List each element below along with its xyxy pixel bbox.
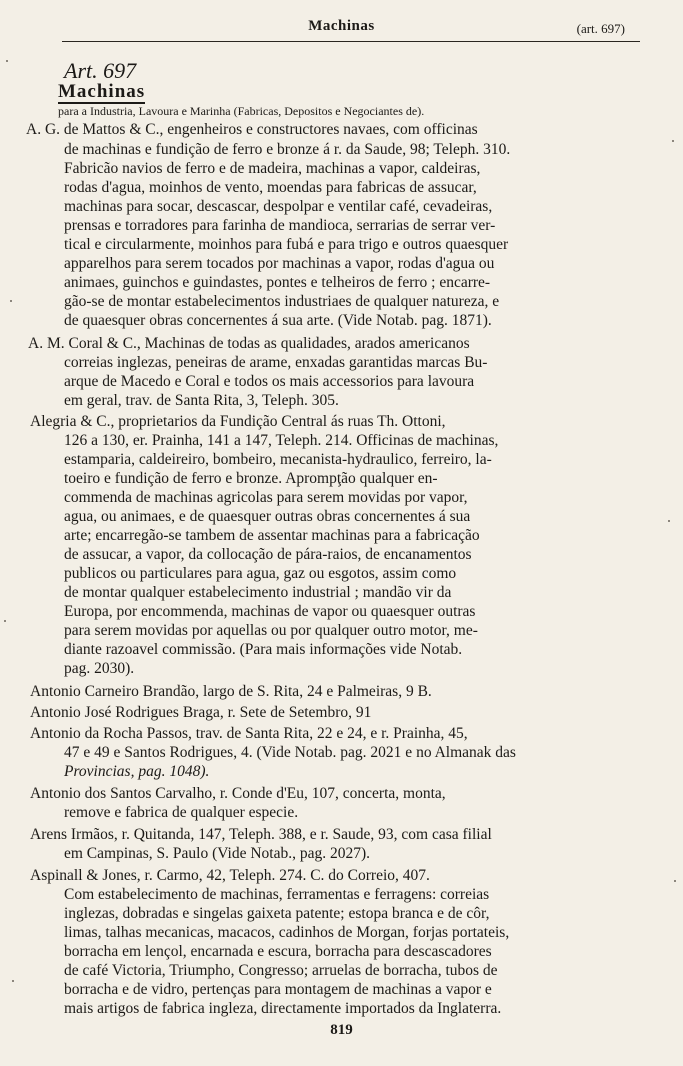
entry-line: Fabricão navios de ferro e de madeira, machinas a vapor, caldeiras,: [64, 160, 481, 177]
entry-line: Europa, por encommenda, machinas de vapor ou quaesquer outras: [64, 603, 476, 620]
entry-line: Alegria & C., proprietarios da Fundição Central ás ruas Th. Ottoni,: [30, 413, 446, 430]
entry-line: remove e fabrica de qualquer especie.: [64, 804, 299, 821]
entry-line: correias inglezas, peneiras de arame, enxadas garantidas marcas Bu-: [64, 354, 488, 371]
scan-speck: [12, 980, 14, 982]
entry-line: A. G. de Mattos & C., engenheiros e constructores navaes, com officinas: [26, 121, 478, 138]
scan-speck: [668, 520, 670, 522]
entry-line: 126 a 130, er. Prainha, 141 a 147, Teleph. 214. Officinas de machinas,: [64, 432, 499, 449]
entry-line: mais artigos de fabrica ingleza, directamente importados da Inglaterra.: [64, 1000, 502, 1017]
running-title: Machinas: [308, 18, 375, 34]
entry-line: para serem movidas por aquellas ou por qualquer outro motor, me-: [64, 622, 478, 639]
section-subtitle: para a Industria, Lavoura e Marinha (Fabricas, Depositos e Negociantes de).: [58, 104, 425, 118]
entry-line: animaes, guinchos e guindastes, pontes e telheiros de ferro ; encarre-: [64, 274, 491, 291]
entry-line: toeiro e fundição de ferro e bronze. Aprompţão qualquer en-: [64, 470, 438, 487]
entry-line: estamparia, caldeireiro, bombeiro, mecanista-hydraulico, ferreiro, la-: [64, 451, 492, 468]
entry-line: tical e circularmente, moinhos para fubá e para trigo e outros quaesquer: [64, 236, 509, 253]
entry-line: prensas e torradores para farinha de mandioca, serrarias de serrar ver-: [64, 217, 496, 234]
entry-line: borracha e de vidro, pertenças para montagem de machinas a vapor e: [64, 981, 492, 998]
entry-line: de machinas e fundição de ferro e bronze á r. da Saude, 98; Teleph. 310.: [64, 141, 511, 158]
entry-line: rodas d'agua, moinhos de vento, moendas para fabricas de assucar,: [64, 179, 477, 196]
scan-speck: [10, 300, 12, 302]
scan-speck: [674, 880, 676, 882]
entry-line: agua, ou animaes, e de quaesquer outras obras concernentes á sua: [64, 508, 471, 525]
entry-line: arte; encarregão-se tambem de assentar machinas para a fabricação: [64, 527, 480, 544]
entry-line: Antonio dos Santos Carvalho, r. Conde d'Eu, 107, concerta, monta,: [30, 785, 446, 802]
entry-line: Antonio Carneiro Brandão, largo de S. Rita, 24 e Palmeiras, 9 B.: [30, 683, 432, 700]
entry-line: gão-se de montar estabelecimentos industriaes de qualquer natureza, e: [64, 293, 500, 310]
entry-line: limas, talhas mecanicas, macacos, cadinhos de Morgan, forjas portateis,: [64, 924, 510, 941]
entry-line: publicos ou particulares para agua, gaz ou esgotos, assim como: [64, 565, 457, 582]
entry-line: Antonio José Rodrigues Braga, r. Sete de Setembro, 91: [30, 704, 372, 721]
scan-speck: [6, 60, 8, 62]
entry-line: pag. 2030).: [64, 660, 135, 677]
entry-line: de quaesquer obras concernentes á sua arte. (Vide Notab. pag. 1871).: [64, 312, 492, 329]
entry-line: Provincias, pag. 1048).: [64, 763, 210, 780]
entry-line: arque de Macedo e Coral e todos os mais accessorios para lavoura: [64, 373, 475, 390]
entry-line: em geral, trav. de Santa Rita, 3, Teleph. 305.: [64, 392, 339, 409]
entry-line: de assucar, a vapor, da collocação de pára-raios, de encanamentos: [64, 546, 472, 563]
entry-line: inglezas, dobradas e singelas gaixeta patente; estopa branca e de côr,: [64, 905, 490, 922]
entry-line: diante razoavel commissão. (Para mais informações vide Notab.: [64, 641, 463, 658]
entry-line: de café Victoria, Triumpho, Congresso; arruelas de borracha, tubos de: [64, 962, 498, 979]
entry-line: commenda de machinas agricolas para serem movidas por vapor,: [64, 489, 468, 506]
entry-line: em Campinas, S. Paulo (Vide Notab., pag. 2027).: [64, 845, 371, 862]
scan-speck: [672, 140, 674, 142]
page-number: 819: [330, 1022, 353, 1038]
entry-line: Com estabelecimento de machinas, ferramentas e ferragens: correias: [64, 886, 490, 903]
entry-line: de montar qualquer estabelecimento industrial ; mandão vir da: [64, 584, 452, 601]
article-heading: Art. 697: [64, 58, 137, 83]
entry-line: borracha em lençol, encarnada e escura, borracha para descascadores: [64, 943, 492, 960]
entry-line: A. M. Coral & C., Machinas de todas as qualidades, arados americanos: [28, 335, 470, 352]
entry-line: Aspinall & Jones, r. Carmo, 42, Teleph. 274. C. do Correio, 407.: [30, 867, 430, 884]
scan-speck: [4, 620, 6, 622]
entry-line: machinas para socar, descascar, despolpar e ventilar café, cevadeiras,: [64, 198, 493, 215]
entry-line: Antonio da Rocha Passos, trav. de Santa Rita, 22 e 24, e r. Prainha, 45,: [30, 725, 468, 742]
section-title: Machinas: [58, 81, 146, 102]
entry-line: apparelhos para serem tocados por machinas a vapor, rodas d'agua ou: [64, 255, 495, 272]
running-article-reference: (art. 697): [576, 21, 625, 36]
entry-line: Arens Irmãos, r. Quitanda, 147, Teleph. 388, e r. Saude, 93, com casa filial: [30, 826, 492, 843]
header-rule: [62, 41, 640, 42]
entry-line: 47 e 49 e Santos Rodrigues, 4. (Vide Notab. pag. 2021 e no Almanak das: [64, 744, 516, 761]
